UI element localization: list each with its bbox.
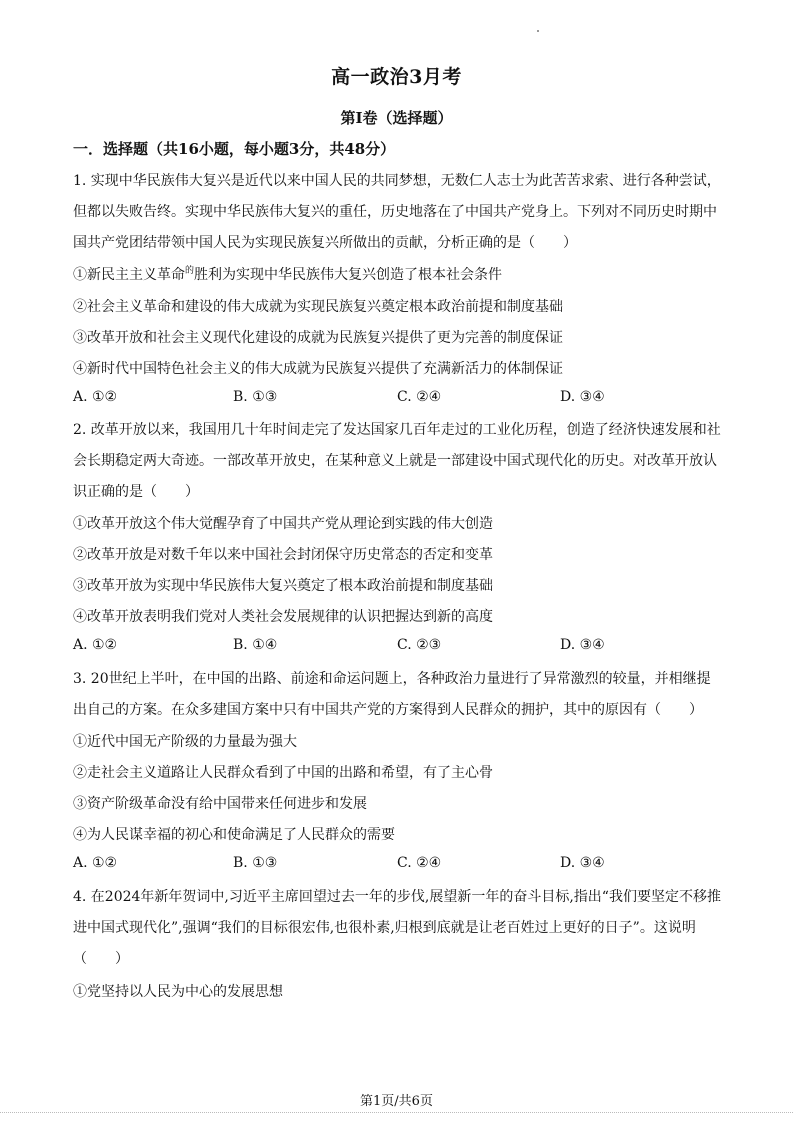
question-2-option-a: A. ①② [73, 637, 118, 653]
question-2-stem: 2. 改革开放以来，我国用几十年时间走完了发达国家几百年走过的工业化历程，创造了经济快速发展和社会长期稳定两大奇迹。一部改革开放史，在某种意义上就是一部建设中国式现代化的历史。对改革开放认识正确的是（ ） [73, 422, 721, 500]
question-1-statement-3: ③改革开放和社会主义现代化建设的成就为民族复兴提供了更为完善的制度保证 [73, 330, 563, 346]
question-3-statement-3: ③资产阶级革命没有给中国带来任何进步和发展 [73, 796, 367, 812]
question-3-option-c: C. ②④ [397, 855, 442, 871]
question-2-option-c: C. ②③ [397, 637, 442, 653]
question-3-statement-1: ①近代中国无产阶级的力量最为强大 [73, 734, 297, 750]
question-1-statement-4: ④新时代中国特色社会主义的伟大成就为民族复兴提供了充满新活力的体制保证 [73, 361, 563, 377]
question-1-option-c: C. ②④ [397, 389, 442, 405]
footer-divider [0, 1112, 793, 1113]
page-footer: 第1页/共6页 [360, 1094, 433, 1109]
question-4-stem: 4. 在2024年新年贺词中,习近平主席回望过去一年的步伐,展望新一年的奋斗目标,指出“我们要坚定不移推进中国式现代化”,强调“我们的目标很宏伟,也很朴素,归根到底就是让老百姓过上更好的日子”。这说明（ ） [73, 889, 721, 967]
question-1-statement-2: ②社会主义革命和建设的伟大成就为实现民族复兴奠定根本政治前提和制度基础 [73, 299, 563, 315]
scan-dot [537, 30, 539, 32]
question-3-statement-4: ④为人民谋幸福的初心和使命满足了人民群众的需要 [73, 827, 395, 843]
question-3-statement-2: ②走社会主义道路让人民群众看到了中国的出路和希望，有了主心骨 [73, 765, 493, 781]
question-1-statement-1 [73, 263, 502, 284]
question-2-statement-4: ④改革开放表明我们党对人类社会发展规律的认识把握达到新的高度 [73, 609, 493, 625]
q1-s1-part-a: ①新民主主义革命 [73, 267, 185, 283]
question-2-statement-3: ③改革开放为实现中华民族伟大复兴奠定了根本政治前提和制度基础 [73, 578, 493, 594]
question-2-option-b: B. ①④ [233, 637, 278, 653]
question-3-option-d: D. ③④ [560, 855, 605, 871]
question-1-option-d: D. ③④ [560, 389, 605, 405]
question-2-option-d: D. ③④ [560, 637, 605, 653]
question-2-statement-2: ②改革开放是对数千年以来中国社会封闭保守历史常态的否定和变革 [73, 547, 493, 563]
q1-s1-mark: 的 [185, 266, 195, 276]
question-2-statement-1: ①改革开放这个伟大觉醒孕育了中国共产党从理论到实践的伟大创造 [73, 516, 493, 532]
question-1-option-b: B. ①③ [233, 389, 278, 405]
question-3-stem: 3. 20世纪上半叶，在中国的出路、前途和命运问题上，各种政治力量进行了异常激烈的较量，并相继提出自己的方案。在众多建国方案中只有中国共产党的方案得到人民群众的拥护，其中的原因有（ ） [73, 671, 711, 718]
question-3-option-a: A. ①② [73, 855, 118, 871]
question-1-option-a: A. ①② [73, 389, 118, 405]
question-3-option-b: B. ①③ [233, 855, 278, 871]
section-heading: 一．选择题（共16小题，每小题3分，共48分） [73, 140, 396, 158]
question-1-stem: 1. 实现中华民族伟大复兴是近代以来中国人民的共同梦想，无数仁人志士为此苦苦求索、进行各种尝试，但都以失败告终。实现中华民族伟大复兴的重任，历史地落在了中国共产党身上。下列对不同历史时期中国共产党团结带领中国人民为实现民族复兴所做出的贡献，分析正确的是（ ） [73, 173, 721, 251]
section-subtitle: 第Ⅰ卷（选择题） [340, 109, 453, 127]
page-title: 高一政治3月考 [331, 66, 462, 88]
question-4-statement-1: ①党坚持以人民为中心的发展思想 [73, 984, 283, 1000]
q1-s1-part-b: 胜利为实现中华民族伟大复兴创造了根本社会条件 [194, 267, 503, 283]
